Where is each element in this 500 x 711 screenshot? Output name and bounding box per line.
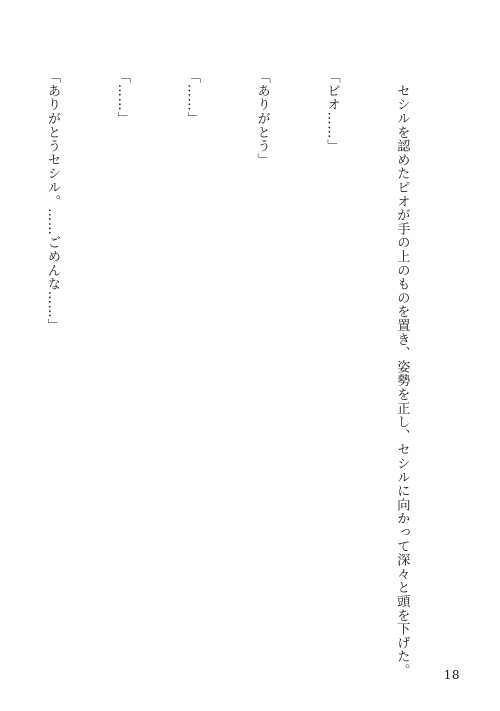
page-number: 18 (443, 668, 460, 682)
text-line: 「……」 (114, 70, 130, 126)
text-line: 「……」 (184, 70, 200, 126)
text-line: 「ありがとう」 (254, 70, 270, 167)
text-line: 「ピオ……」 (324, 70, 340, 153)
text-line: セシルを認めたピオが手の上のものを置き、姿勢を正し、セシルに向かって深々と頭を下げた。 (394, 70, 410, 678)
text-line: 「ありがとうセシル。……ごめんな……」 (44, 70, 60, 333)
